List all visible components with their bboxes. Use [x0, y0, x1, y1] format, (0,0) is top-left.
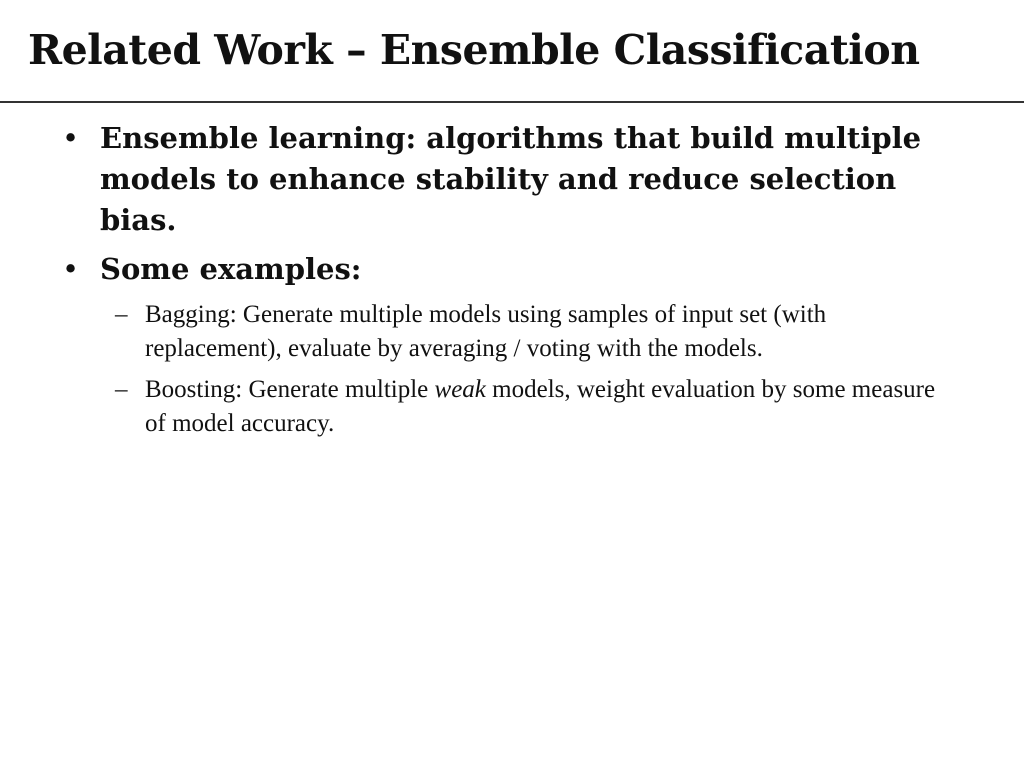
bullet-marker: • — [62, 252, 80, 286]
slide-title: Related Work – Ensemble Classification — [28, 26, 920, 74]
bullet-marker: • — [62, 121, 80, 155]
title-divider — [0, 101, 1024, 103]
examples-sublist — [60, 298, 960, 441]
sub-item-text-italic: weak — [434, 376, 486, 403]
slide-body — [60, 118, 960, 448]
bullet-text: Some examples: — [100, 252, 362, 286]
dash-marker: – — [115, 301, 128, 328]
sub-item-bagging — [115, 298, 945, 366]
bullet-ensemble-learning — [60, 118, 960, 241]
bullet-some-examples — [60, 249, 960, 290]
bullet-text: Ensemble learning: algorithms that build multiple models to enhance stability and reduce selection bias. — [100, 121, 922, 237]
sub-item-text: Bagging: Generate multiple models using samples of input set (with replacement), evaluate by averaging / voting with the models. — [145, 301, 827, 362]
sub-item-text-before: Boosting: Generate multiple — [145, 376, 435, 403]
dash-marker: – — [115, 376, 128, 403]
sub-item-text-after: models, weight evaluation by some measure of model accuracy. — [145, 376, 936, 437]
sub-item-boosting — [115, 373, 945, 441]
